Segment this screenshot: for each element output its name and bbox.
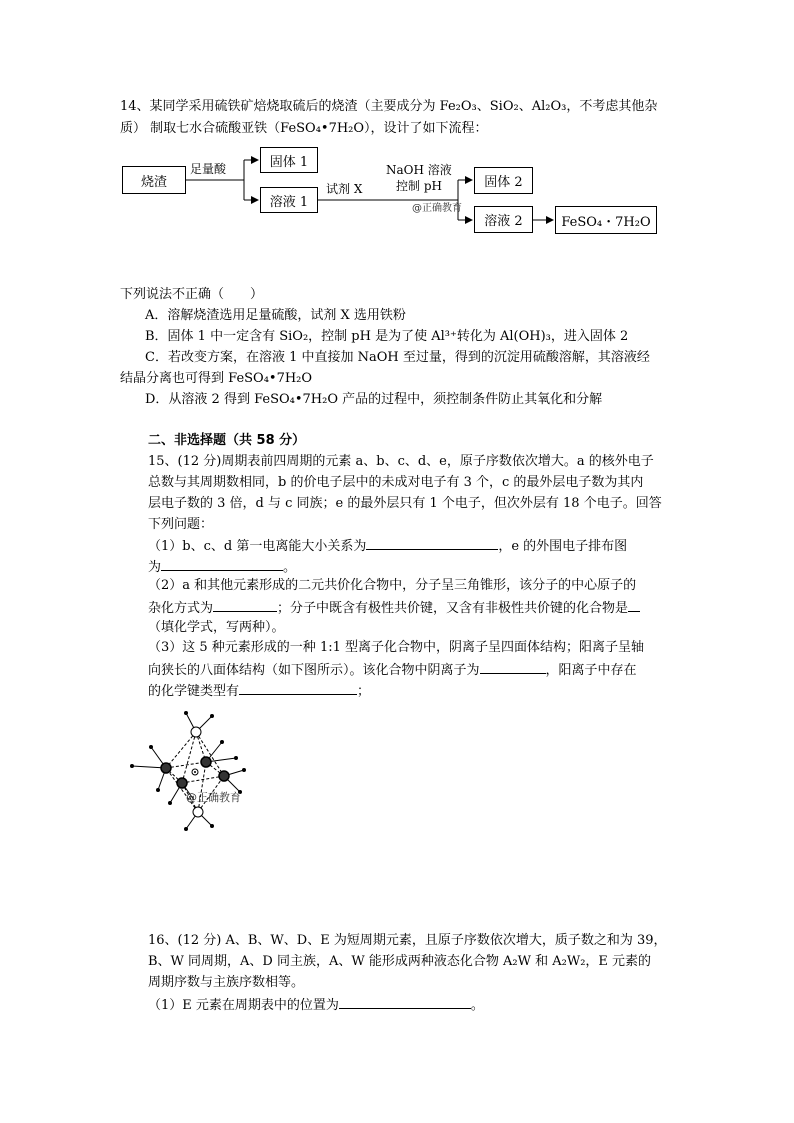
flow-label-reagent-x: 试剂 X <box>326 182 363 196</box>
q14-option-c-line1: C．若改变方案，在溶液 1 中直接加 NaOH 至过量，得到的沉淀用硫酸溶解，其溶液经 <box>145 350 650 365</box>
flow-box-solution2: 溶液 2 <box>474 206 533 233</box>
flow-box-solid1: 固体 1 <box>260 147 318 173</box>
flow-label-acid: 足量酸 <box>190 162 227 176</box>
flow-box-solution1: 溶液 1 <box>260 187 318 213</box>
q15-part2-line3: （填化学式，写两种）。 <box>148 620 285 635</box>
q15-line3: 层电子数的 3 倍，d 与 c 同族；e 的最外层只有 1 个电子，但次外层有 18 个电子。回答 <box>148 496 662 511</box>
q15-part3-line1: （3）这 5 种元素形成的一种 1:1 型离子化合物中，阴离子呈四面体结构；阳离子呈轴 <box>148 640 644 655</box>
flow-box-product: FeSO₄・7H₂O <box>555 206 657 234</box>
flow-box-solid2: 固体 2 <box>474 167 533 194</box>
watermark-figure: @正确教育 <box>186 791 241 804</box>
q15-line4: 下列问题： <box>148 517 214 532</box>
q15-part2-line1: （2）a 和其他元素形成的二元共价化合物中，分子呈三角锥形，该分子的中心原子的 <box>148 578 637 593</box>
q15-part2-line2: 杂化方式为 ；分子中既含有极性共价键，又含有非极性共价键的化合物是 <box>148 598 640 618</box>
q14-option-b: B．固体 1 中一定含有 SiO₂，控制 pH 是为了使 Al³⁺转化为 Al(OH)₃，进入固体 2 <box>145 329 629 344</box>
q15-part3-line3: 的化学键类型有 ； <box>148 681 370 701</box>
section-title: 二、非选择题（共 58 分） <box>148 433 306 448</box>
q15-part3-line2: 向狭长的八面体结构（如下图所示）。该化合物中阴离子为 ，阳离子中存在 <box>148 660 637 680</box>
q15-line2: 总数与其周期数相同，b 的价电子层中的未成对电子有 3 个，c 的最外层电子数为其内 <box>148 475 644 490</box>
q16-line1: 16、(12 分) A、B、W、D、E 为短周期元素，且原子序数依次增大，质子数之和为 39， <box>148 933 667 948</box>
q14-question: 下列说法不正确（ ） <box>120 287 264 302</box>
q16-line2: B、W 同周期，A、D 同主族，A、W 能形成两种液态化合物 A₂W 和 A₂W₂，E 元素的 <box>148 954 652 969</box>
q14-option-a: A．溶解烧渣选用足量硫酸，试剂 X 选用铁粉 <box>145 308 406 323</box>
flow-label-naoh: NaOH 溶液 <box>386 163 452 177</box>
flow-label-ph: 控制 pH <box>396 179 442 193</box>
q15-part1-line2: 为 。 <box>148 557 296 577</box>
answer-blank-position[interactable] <box>339 995 471 1009</box>
flow-box-slag: 烧渣 <box>122 166 186 194</box>
q16-part1: （1）E 元素在周期表中的位置为 。 <box>148 995 484 1015</box>
q14-stem-line1: 14、某同学采用硫铁矿焙烧取硫后的烧渣（主要成分为 Fe₂O₃、SiO₂、Al₂O₃，不考虑其他杂 <box>120 99 658 114</box>
q14-stem-line2: 质） 制取七水合硫酸亚铁（FeSO₄•7H₂O），设计了如下流程： <box>120 121 488 136</box>
q16-line3: 周期序数与主族序数相等。 <box>148 975 305 990</box>
watermark-flow: @正确教育 <box>412 203 462 214</box>
q14-option-d: D．从溶液 2 得到 FeSO₄•7H₂O 产品的过程中，须控制条件防止其氧化和分解 <box>145 392 603 407</box>
q14-option-c-line2: 结晶分离也可得到 FeSO₄•7H₂O <box>120 371 313 386</box>
q15-part1-line1: （1）b、c、d 第一电离能大小关系为 ，e 的外围电子排布图 <box>148 536 627 556</box>
q15-line1: 15、(12 分)周期表前四周期的元素 a、b、c、d、e，原子序数依次增大。a 的核外电子 <box>148 454 654 469</box>
